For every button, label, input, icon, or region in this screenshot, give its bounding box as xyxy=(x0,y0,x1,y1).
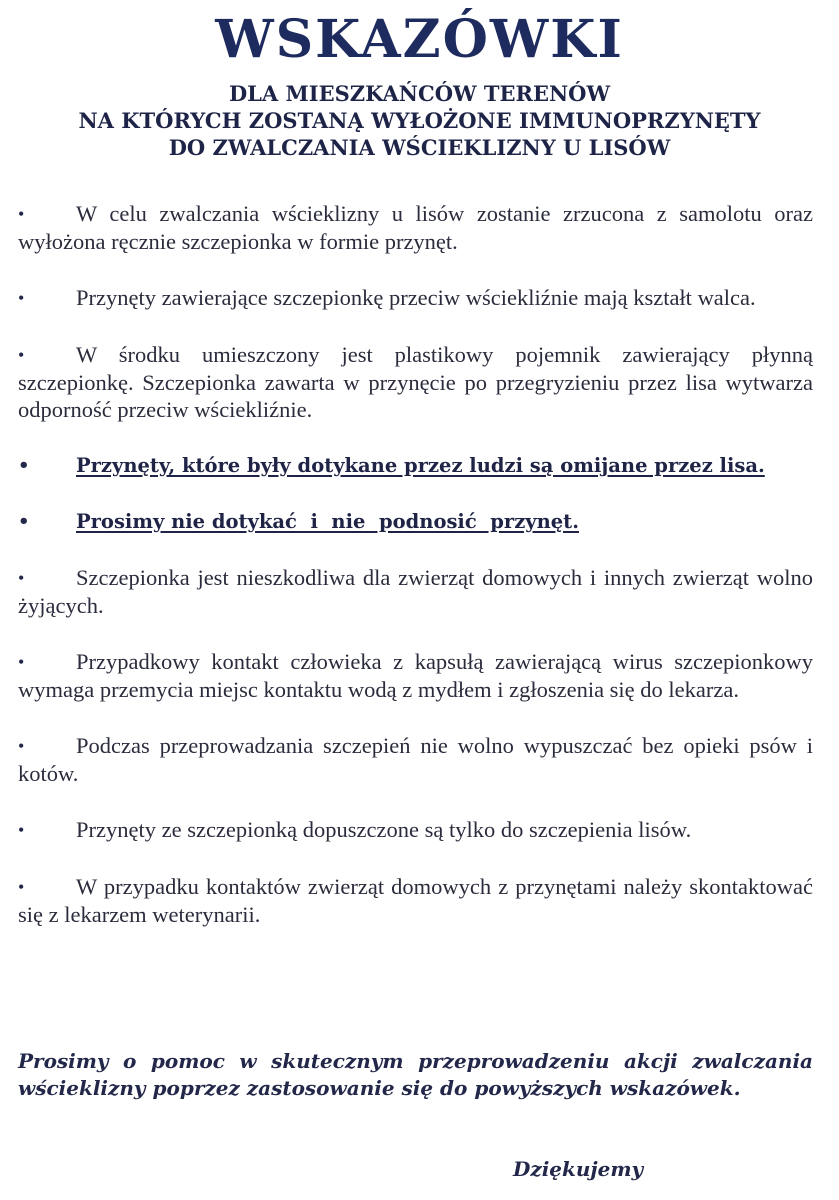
bullet-icon: • xyxy=(18,568,25,588)
bullet-icon: • xyxy=(18,820,25,840)
closing-appeal: Prosimy o pomoc w skutecznym przeprowadzeniu akcji zwalczania wścieklizny poprzez zastosowanie się do powyższych wskazówek. xyxy=(18,1049,813,1100)
list-item xyxy=(18,816,813,844)
bullet-icon: • xyxy=(18,455,30,476)
list-item-text: Prosimy nie dotykać i nie podnosić przynęt. xyxy=(76,510,579,533)
page-title: WSKAZÓWKI xyxy=(215,9,624,70)
list-item xyxy=(18,284,813,312)
list-item-text: Przypadkowy kontakt człowieka z kapsułą zawierającą wirus szczepionkowy wymaga przemycia miejsc kontaktu wodą z mydłem i zgłoszenia się do lekarza. xyxy=(18,649,813,702)
list-item-text: W środku umieszczony jest plastikowy pojemnik zawierający płynną szczepionkę. Szczepionka zawarta w przynęcie po przegryzieniu przez lisa wytwarza odporność przeciw wściekliźnie. xyxy=(18,342,813,422)
subtitle-line: NA KTÓRYCH ZOSTANĄ WYŁOŻONE IMMUNOPRZYNĘTY xyxy=(78,108,761,133)
bullet-icon: • xyxy=(18,877,25,897)
bullet-icon: • xyxy=(18,652,25,672)
list-item-text: Szczepionka jest nieszkodliwa dla zwierząt domowych i innych zwierząt wolno żyjących. xyxy=(18,565,813,618)
bullet-icon: • xyxy=(18,288,25,308)
bullet-icon: • xyxy=(18,736,25,756)
list-item-text: Przynęty zawierające szczepionkę przeciw wściekliźnie mają kształt walca. xyxy=(76,285,756,310)
list-item xyxy=(18,873,813,928)
list-item-text: W celu zwalczania wścieklizny u lisów zostanie zrzucona z samolotu oraz wyłożona ręcznie szczepionka w formie przynęt. xyxy=(18,201,813,254)
list-item-text: Przynęty ze szczepionką dopuszczone są tylko do szczepienia lisów. xyxy=(76,817,692,842)
guidelines-list xyxy=(18,200,813,957)
list-item-emphasized xyxy=(18,508,813,535)
list-item-emphasized xyxy=(18,452,813,479)
subtitle-line: DO ZWALCZANIA WŚCIEKLIZNY U LISÓW xyxy=(168,135,671,160)
bullet-icon: • xyxy=(18,511,30,532)
list-item xyxy=(18,564,813,619)
list-item xyxy=(18,341,813,423)
subtitle xyxy=(0,80,839,161)
list-item-text: Podczas przeprowadzania szczepień nie wolno wypuszczać bez opieki psów i kotów. xyxy=(18,733,813,786)
list-item-text: Przynęty, które były dotykane przez ludzi są omijane przez lisa. xyxy=(76,454,765,477)
list-item xyxy=(18,732,813,787)
bullet-icon: • xyxy=(18,345,25,365)
thanks-signature: Dziękujemy xyxy=(513,1157,644,1181)
subtitle-line: DLA MIESZKAŃCÓW TERENÓW xyxy=(228,81,611,106)
list-item-text: W przypadku kontaktów zwierząt domowych z przynętami należy skontaktować się z lekarzem weterynarii. xyxy=(18,874,813,927)
list-item xyxy=(18,648,813,703)
list-item xyxy=(18,200,813,255)
bullet-icon: • xyxy=(18,204,25,224)
